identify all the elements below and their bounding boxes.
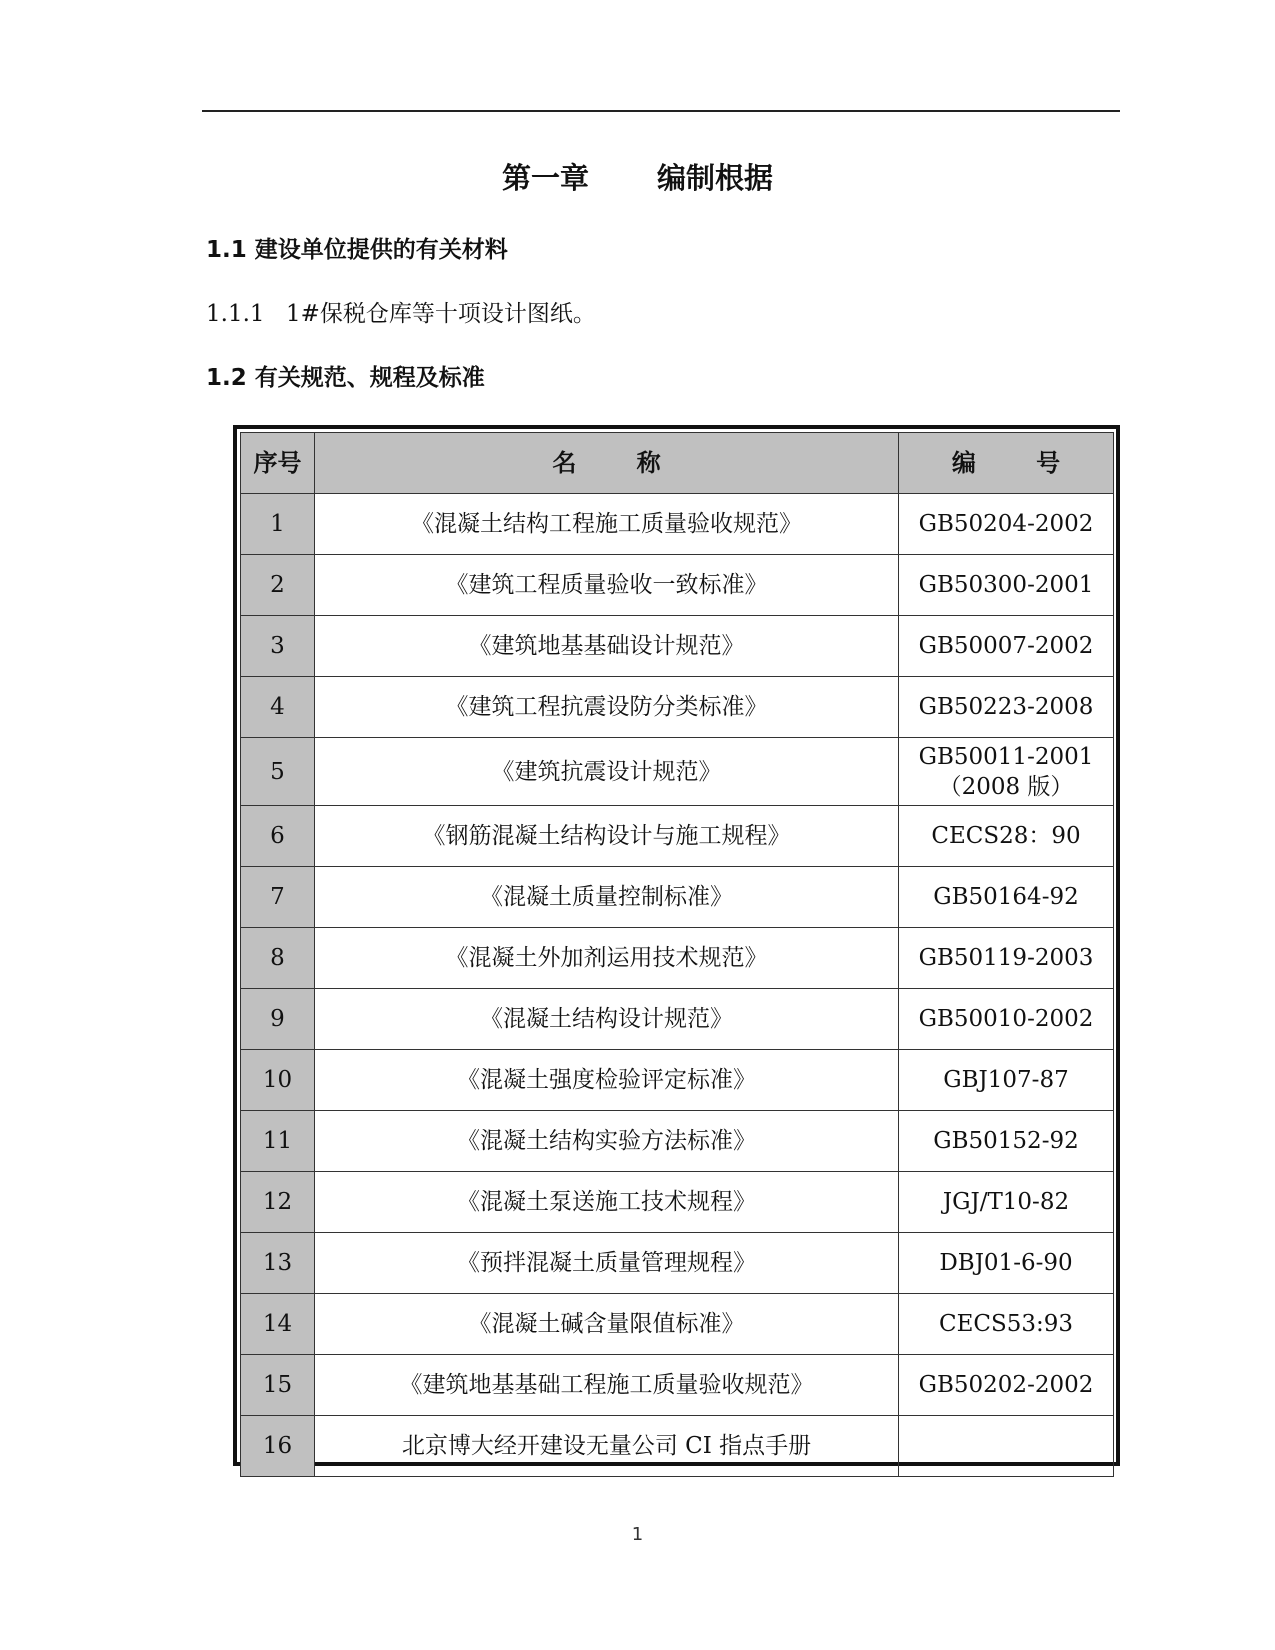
row-number: 16: [241, 1416, 315, 1477]
row-code-line: GB50007-2002: [918, 633, 1094, 659]
row-name: 北京博大经开建设无量公司 CI 指点手册: [315, 1416, 899, 1477]
item-number: 1.1.1: [206, 301, 265, 327]
row-name: 《建筑工程抗震设防分类标准》: [315, 677, 899, 738]
row-code: [899, 1294, 1114, 1355]
table-row: [241, 738, 1114, 806]
row-number: 7: [241, 867, 315, 928]
table-row: [241, 677, 1114, 738]
page-number: 1: [631, 1524, 644, 1545]
row-name: 《建筑抗震设计规范》: [315, 738, 899, 806]
row-code-line: GBJ107-87: [943, 1067, 1069, 1093]
table-row: [241, 928, 1114, 989]
row-code: [899, 1111, 1114, 1172]
header-code-label: 编 号: [951, 449, 1087, 477]
row-name: 《混凝土强度检验评定标准》: [315, 1050, 899, 1111]
row-code: [899, 555, 1114, 616]
table-row: [241, 555, 1114, 616]
row-code: [899, 1172, 1114, 1233]
table-row: [241, 1172, 1114, 1233]
item-text: 1#保税仓库等十项设计图纸。: [286, 301, 596, 327]
row-code-line: GB50010-2002: [918, 1006, 1094, 1032]
row-code: [899, 677, 1114, 738]
row-code: [899, 1233, 1114, 1294]
row-number: 3: [241, 616, 315, 677]
row-code: [899, 616, 1114, 677]
row-code: [899, 1355, 1114, 1416]
row-code: [899, 928, 1114, 989]
section-heading-1-2: 1.2 有关规范、规程及标准: [206, 365, 485, 391]
table-row: [241, 1355, 1114, 1416]
row-code-line: GB50202-2002: [918, 1372, 1094, 1398]
row-code-edition: （2008 版）: [938, 773, 1074, 800]
table-row: [241, 1233, 1114, 1294]
table-row: [241, 616, 1114, 677]
row-number: 11: [241, 1111, 315, 1172]
row-code: [899, 1416, 1114, 1477]
row-name: 《混凝土质量控制标准》: [315, 867, 899, 928]
row-name: 《混凝土结构设计规范》: [315, 989, 899, 1050]
row-number: 4: [241, 677, 315, 738]
table-row: [241, 1111, 1114, 1172]
row-code-line: GB50300-2001: [918, 572, 1094, 598]
section-heading-1-1: 1.1 建设单位提供的有关材料: [206, 237, 508, 263]
row-code-line: GB50119-2003: [918, 945, 1094, 971]
row-name: 《钢筋混凝土结构设计与施工规程》: [315, 806, 899, 867]
row-code: [899, 867, 1114, 928]
table-row: [241, 1050, 1114, 1111]
table-body: [241, 494, 1114, 1477]
row-code: [899, 989, 1114, 1050]
row-name: 《预拌混凝土质量管理规程》: [315, 1233, 899, 1294]
header-name: [315, 433, 899, 494]
row-number: 14: [241, 1294, 315, 1355]
row-name: 《混凝土泵送施工技术规程》: [315, 1172, 899, 1233]
row-name: 《混凝土结构工程施工质量验收规范》: [315, 494, 899, 555]
list-item-1-1-1: [206, 298, 596, 330]
table-row: [241, 867, 1114, 928]
header-code: [899, 433, 1114, 494]
row-number: 9: [241, 989, 315, 1050]
row-number: 6: [241, 806, 315, 867]
row-number: 10: [241, 1050, 315, 1111]
row-code: [899, 494, 1114, 555]
row-name: 《建筑地基基础设计规范》: [315, 616, 899, 677]
row-code-line: CECS53:93: [938, 1311, 1074, 1337]
table-row: [241, 494, 1114, 555]
row-name: 《建筑工程质量验收一致标准》: [315, 555, 899, 616]
row-name: 《混凝土碱含量限值标准》: [315, 1294, 899, 1355]
table-header-row: [241, 433, 1114, 494]
row-number: 13: [241, 1233, 315, 1294]
standards-table: [240, 432, 1114, 1477]
row-number: 2: [241, 555, 315, 616]
row-code: [899, 806, 1114, 867]
row-code-line: GB50152-92: [933, 1128, 1079, 1154]
table-row: [241, 989, 1114, 1050]
row-code-line: GB50164-92: [933, 884, 1079, 910]
table-row: [241, 1294, 1114, 1355]
row-code-line: CECS28：90: [931, 823, 1081, 849]
row-code-line: GB50223-2008: [918, 694, 1094, 720]
row-code-line: GB50204-2002: [918, 511, 1094, 537]
row-number: 12: [241, 1172, 315, 1233]
chapter-title: 第一章 编制根据: [501, 161, 774, 195]
row-number: 15: [241, 1355, 315, 1416]
table-row: [241, 1416, 1114, 1477]
header-rule: [202, 110, 1120, 112]
standards-table-frame: [233, 425, 1120, 1466]
header-name-label: 名 称: [552, 449, 687, 477]
row-number: 1: [241, 494, 315, 555]
row-code-line: GB50011-2001: [918, 743, 1094, 770]
row-code-line: JGJ/T10-82: [942, 1189, 1070, 1215]
row-name: 《建筑地基基础工程施工质量验收规范》: [315, 1355, 899, 1416]
row-code: [899, 738, 1114, 806]
header-num: 序号: [241, 433, 315, 494]
row-code: [899, 1050, 1114, 1111]
row-number: 5: [241, 738, 315, 806]
row-name: 《混凝土结构实验方法标准》: [315, 1111, 899, 1172]
row-code-line: DBJ01-6-90: [939, 1250, 1073, 1276]
row-name: 《混凝土外加剂运用技术规范》: [315, 928, 899, 989]
row-number: 8: [241, 928, 315, 989]
table-row: [241, 806, 1114, 867]
